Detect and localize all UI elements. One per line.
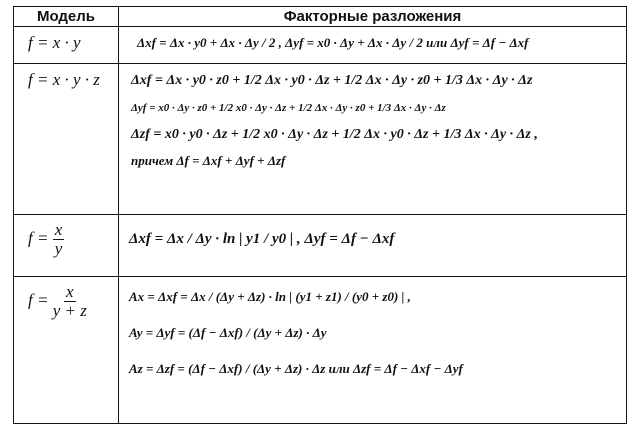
table-row xyxy=(14,214,627,276)
column-header-model: Модель xyxy=(14,7,119,27)
model-denominator: y xyxy=(54,238,63,258)
model-cell xyxy=(14,277,119,424)
formula-line: Δxf = Δx / Δy · ln | y1 / y0 | , Δyf = Δf − Δxf xyxy=(129,230,395,247)
table-header-row xyxy=(14,7,627,27)
column-header-decompositions: Факторные разложения xyxy=(119,7,627,27)
formula-cell xyxy=(119,214,627,276)
formula-cell xyxy=(119,27,627,64)
model-cell: f = x · y xyxy=(14,27,119,64)
formula-line: Δzf = x0 · y0 · Δz + 1/2 x0 · Δy · Δz + 1/2 Δx · y0 · Δz + 1/3 Δx · Δy · Δz , xyxy=(131,127,538,143)
model-fraction xyxy=(53,221,65,258)
table-row xyxy=(14,64,627,215)
factor-decomposition-table xyxy=(13,6,627,424)
formula-line: Δxf = Δx · y0 · z0 + 1/2 Δx · y0 · Δz + 1/2 Δx · Δy · z0 + 1/3 Δx · Δy · Δz xyxy=(131,73,533,89)
formula-line: Δxf = Δx · y0 + Δx · Δy / 2 , Δyf = x0 · Δy + Δx · Δy / 2 или Δyf = Δf − Δxf xyxy=(137,35,529,51)
formula-line: Ax = Δxf = Δx / (Δy + Δz) · ln | (y1 + z1) / (y0 + z0) | , xyxy=(129,289,411,305)
model-cell xyxy=(14,214,119,276)
table-row xyxy=(14,277,627,424)
formula-cell xyxy=(119,64,627,215)
formula-cell xyxy=(119,277,627,424)
model-prefix: f = xyxy=(28,228,49,248)
model-numerator: x xyxy=(66,282,74,302)
formula-line: причем Δf = Δxf + Δyf + Δzf xyxy=(131,153,286,169)
formula-line: Δyf = x0 · Δy · z0 + 1/2 x0 · Δy · Δz + 1/2 Δx · Δy · z0 + 1/3 Δx · Δy · Δz xyxy=(131,102,446,115)
model-fraction xyxy=(53,283,87,320)
model-cell: f = x · y · z xyxy=(14,64,119,215)
table-row xyxy=(14,27,627,64)
formula-line: Ay = Δyf = (Δf − Δxf) / (Δy + Δz) · Δy xyxy=(129,325,327,341)
formula-line: Az = Δzf = (Δf − Δxf) / (Δy + Δz) · Δz или Δzf = Δf − Δxf − Δyf xyxy=(129,361,463,377)
model-prefix: f = xyxy=(28,290,49,310)
model-denominator: y + z xyxy=(52,301,87,321)
model-numerator: x xyxy=(54,219,63,239)
